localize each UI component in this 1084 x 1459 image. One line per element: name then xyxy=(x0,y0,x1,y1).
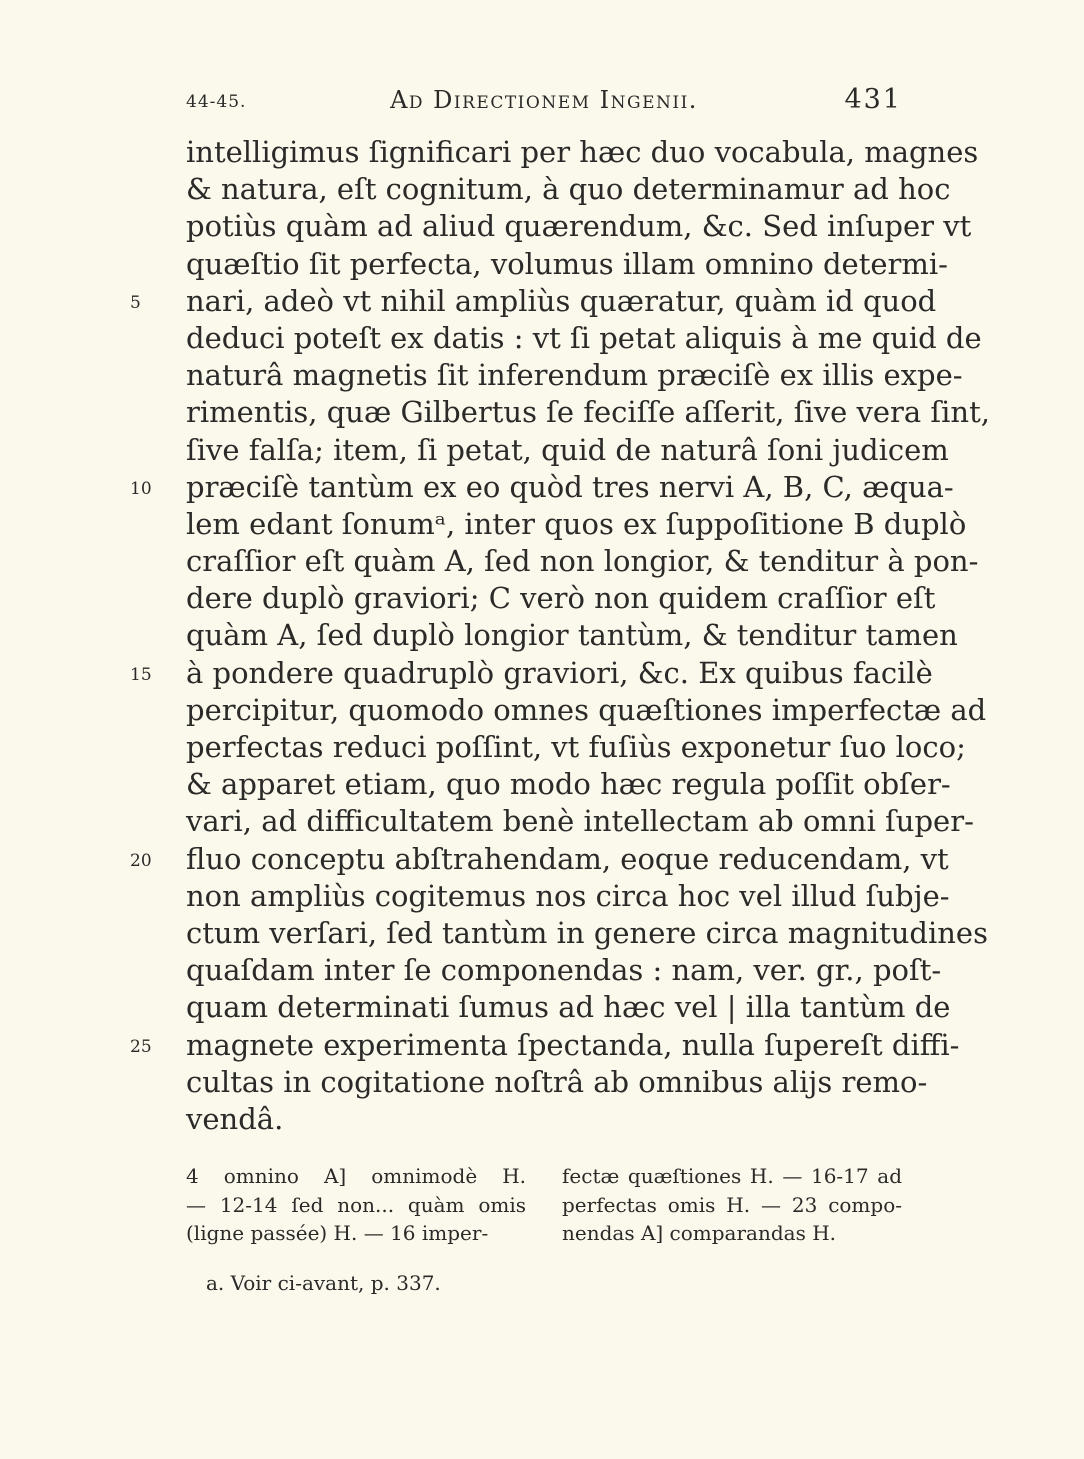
line-text: quæſtio ſit perfecta, volumus illam omnino determi- xyxy=(186,246,948,281)
line-text: fluo conceptu abſtrahendam, eoque reducendam, vt xyxy=(186,841,949,876)
apparatus-right-column xyxy=(562,1162,902,1248)
page-header xyxy=(186,86,902,118)
line-text: magnete experimenta ſpectanda, nulla ſupereſt diffi- xyxy=(186,1027,960,1062)
line-number: 25 xyxy=(130,1036,152,1057)
apparatus-line: fectæ quæſtiones H. — 16-17 ad xyxy=(562,1164,902,1188)
critical-apparatus xyxy=(186,1162,902,1252)
line-text: potiùs quàm ad aliud quærendum, &c. Sed inſuper vt xyxy=(186,209,972,244)
page-range: 44-45. xyxy=(186,92,247,112)
apparatus-line: nendas A] comparandas H. xyxy=(562,1221,836,1245)
line-number: 15 xyxy=(130,664,152,685)
text-line xyxy=(186,394,990,431)
text-line xyxy=(130,841,949,878)
text-line xyxy=(186,989,951,1026)
text-line xyxy=(186,952,942,989)
line-text: præciſè tantùm ex eo quòd tres nervi A, B, C, æqua- xyxy=(186,469,954,504)
footnote: a. Voir ci-avant, p. 337. xyxy=(206,1271,441,1295)
text-line xyxy=(186,543,979,580)
line-text: ctum verſari, ſed tantùm in genere circa magnitudines xyxy=(186,915,988,950)
text-line xyxy=(186,171,951,208)
line-text: deduci poteſt ex datis : vt ſi petat aliquis à me quid de xyxy=(186,320,982,355)
apparatus-line: (ligne passée) H. — 16 imper- xyxy=(186,1221,489,1245)
text-line xyxy=(186,729,966,766)
text-line xyxy=(186,803,974,840)
text-line xyxy=(186,692,987,729)
line-text: & natura, eſt cognitum, à quo determinamur ad hoc xyxy=(186,172,951,207)
line-text: lem edant ſonumᵃ, inter quos ex ſuppoſitione B duplò xyxy=(186,506,967,541)
text-line xyxy=(130,283,937,320)
line-text: quàm A, ſed duplò longior tantùm, & tenditur tamen xyxy=(186,618,958,653)
line-text: non ampliùs cogitemus nos circa hoc vel illud ſubje- xyxy=(186,878,950,913)
line-text: quam determinati ſumus ad hæc vel | illa tantùm de xyxy=(186,990,951,1025)
line-text: nari, adeò vt nihil ampliùs quæratur, quàm id quod xyxy=(186,283,937,318)
text-line xyxy=(186,878,950,915)
text-line xyxy=(186,915,988,952)
line-number: 10 xyxy=(130,478,152,499)
apparatus-line: — 12-14 ſed non... quàm omis xyxy=(186,1192,526,1217)
line-text: dere duplò graviori; C verò non quidem craſſior eſt xyxy=(186,581,936,616)
line-text: ſive falſa; item, ſi petat, quid de naturâ ſoni judicem xyxy=(186,432,949,467)
text-line xyxy=(186,506,967,543)
line-text: & apparet etiam, quo modo hæc regula poſſit obſer- xyxy=(186,767,951,802)
apparatus-line: perfectas omis H. — 23 compo- xyxy=(562,1192,902,1217)
line-number: 20 xyxy=(130,850,152,871)
text-line xyxy=(186,134,979,171)
line-text: rimentis, quæ Gilbertus ſe feciſſe aſſerit, ſive vera ſint, xyxy=(186,395,990,430)
apparatus-left-column xyxy=(186,1162,526,1248)
text-line xyxy=(130,469,954,506)
line-text: cultas in cogitatione noſtrâ ab omnibus alijs remo- xyxy=(186,1064,928,1099)
text-line xyxy=(130,1027,960,1064)
main-text xyxy=(130,134,990,1138)
text-line xyxy=(186,1101,902,1138)
text-line xyxy=(186,432,949,469)
apparatus-line: 4 omnino A] omnimodè H. xyxy=(186,1164,526,1188)
line-text: naturâ magnetis ſit inferendum præciſè ex illis expe- xyxy=(186,358,963,393)
text-line xyxy=(186,357,963,394)
line-text: intelligimus ſignificari per hæc duo vocabula, magnes xyxy=(186,135,979,169)
line-text: à pondere quadruplò graviori, &c. Ex quibus facilè xyxy=(186,655,933,690)
text-line xyxy=(186,617,958,654)
line-text: quaſdam inter ſe componendas : nam, ver. gr., poſt- xyxy=(186,953,942,988)
text-line xyxy=(186,320,982,357)
text-line xyxy=(186,246,948,283)
line-number: 5 xyxy=(130,292,141,313)
line-text: perfectas reduci poſſint, vt fuſiùs exponetur ſuo loco; xyxy=(186,730,966,764)
page-number: 431 xyxy=(844,84,902,115)
line-text: vari, ad difficultatem benè intellectam ab omni ſuper- xyxy=(186,804,974,839)
running-title: Ad Directionem Ingenii. xyxy=(390,86,698,114)
text-line xyxy=(186,766,951,803)
line-text: vendâ. xyxy=(186,1101,284,1136)
line-text: craſſior eſt quàm A, ſed non longior, & tenditur à pon- xyxy=(186,544,979,579)
text-line xyxy=(186,208,972,245)
line-text: percipitur, quomodo omnes quæſtiones imperfectæ ad xyxy=(186,692,987,727)
text-line xyxy=(186,1064,928,1101)
text-line xyxy=(130,655,933,692)
text-line xyxy=(186,580,936,617)
